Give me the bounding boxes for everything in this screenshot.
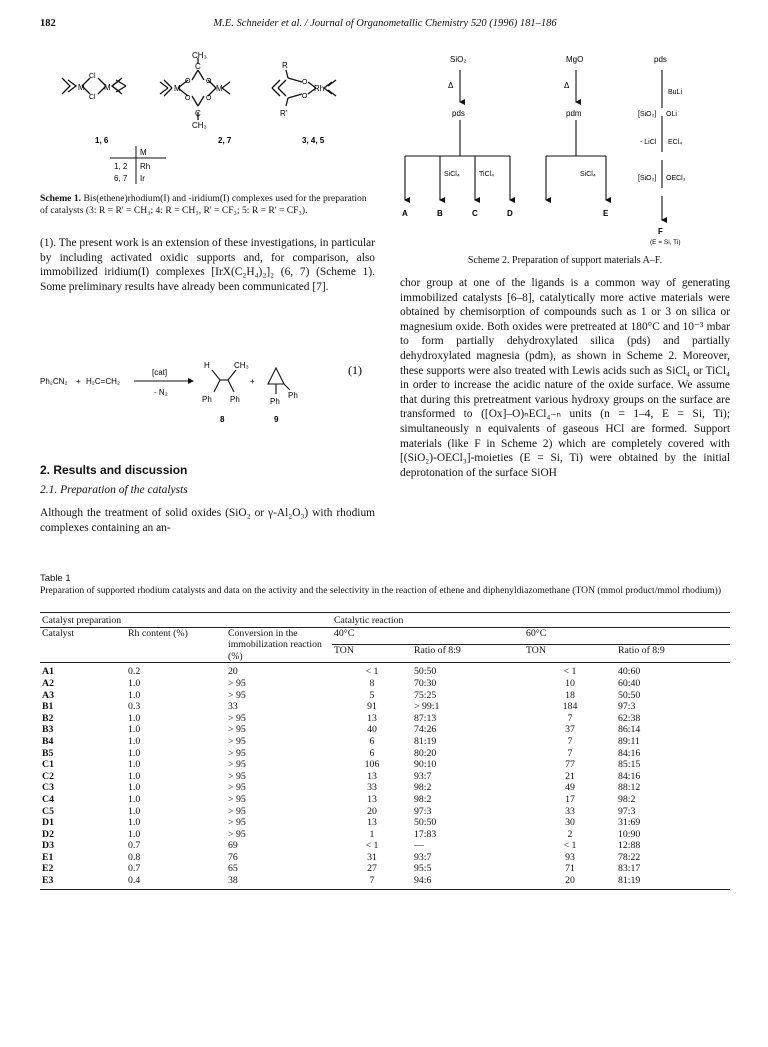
table-cell-r60: 88:12 bbox=[618, 782, 641, 794]
eq-ph-2: Ph bbox=[230, 395, 240, 404]
table-cell-ton60: 30 bbox=[565, 817, 575, 829]
table-cell-rh: 0.4 bbox=[126, 875, 226, 889]
col-header-catalyst: Catalyst bbox=[40, 627, 126, 663]
table-cell-rh: 1.0 bbox=[128, 793, 141, 805]
s2-sio2-oli: [SiO₂] bbox=[638, 111, 657, 118]
svg-text:M: M bbox=[174, 84, 181, 93]
table-cell-ton60: 21 bbox=[565, 770, 575, 782]
s2-e-note: (E = Si, Ti) bbox=[650, 239, 681, 246]
table-cell-cat: A2 bbox=[42, 677, 54, 689]
eq-reactant-2: H₂C=CH₂ bbox=[86, 377, 120, 386]
eq-reactant-1: Ph₂CN₂ bbox=[40, 377, 68, 386]
s1-rh: Rh bbox=[314, 84, 325, 93]
col-header-60c: 60°C bbox=[524, 627, 730, 645]
table-cell-r40: 80:20 bbox=[414, 747, 437, 759]
table-cell-conv: > 95 bbox=[228, 724, 246, 736]
table-cell-rh: 0.3 bbox=[128, 701, 141, 713]
s2-letter-f: F bbox=[658, 227, 663, 236]
s1-rprime: R' bbox=[280, 109, 288, 118]
table-row bbox=[40, 863, 730, 875]
eq-cat: [cat] bbox=[152, 368, 168, 377]
table-cell-ton40: 27 bbox=[367, 863, 377, 875]
table-cell-ton40: 13 bbox=[367, 817, 377, 829]
s2-pds: pds bbox=[452, 109, 465, 118]
table-cell-ton60: 2 bbox=[567, 828, 573, 840]
table-cell-r40: 70:30 bbox=[414, 677, 437, 689]
table-cell-rh: 1.0 bbox=[128, 677, 141, 689]
svg-text:Cl: Cl bbox=[89, 73, 96, 80]
table-row bbox=[40, 782, 730, 794]
s1-m-right: M bbox=[104, 83, 111, 92]
table-cell-r40: 97:3 bbox=[414, 805, 432, 817]
table-cell-rh: 1.0 bbox=[128, 689, 141, 701]
key-row1-metal: Rh bbox=[140, 162, 151, 171]
table-row bbox=[40, 701, 730, 713]
table-cell-cat: D1 bbox=[42, 817, 54, 829]
table-cell-ton40: 40 bbox=[367, 724, 377, 736]
table-cell-r40: 75:25 bbox=[414, 689, 437, 701]
table-cell-conv: 76 bbox=[228, 851, 238, 863]
table-cell-cat: C1 bbox=[42, 759, 54, 771]
table-cell-cat: B2 bbox=[42, 712, 54, 724]
table-cell-conv: > 95 bbox=[228, 770, 246, 782]
table-row bbox=[40, 724, 730, 736]
table-cell-ton40: 6 bbox=[369, 747, 375, 759]
table-cell-r60: 89:11 bbox=[618, 735, 640, 747]
table-cell-cat: D3 bbox=[42, 840, 54, 852]
svg-text:Cl: Cl bbox=[89, 94, 96, 101]
table-cell-rh: 1.0 bbox=[128, 759, 141, 771]
svg-text:O: O bbox=[185, 78, 191, 85]
table-cell-ton60: 18 bbox=[565, 689, 575, 701]
s2-pdm: pdm bbox=[566, 109, 582, 118]
s2-letter-c: C bbox=[472, 209, 478, 218]
table-cell-ton40: 106 bbox=[364, 759, 380, 771]
table-cell-rh: 1.0 bbox=[128, 805, 141, 817]
table-cell-rh: 1.0 bbox=[128, 828, 141, 840]
s2-oli: OLi bbox=[666, 111, 677, 118]
table-row bbox=[40, 829, 730, 841]
table-cell-conv: > 95 bbox=[228, 828, 246, 840]
table-row bbox=[40, 759, 730, 771]
table-cell-r60: 31:69 bbox=[618, 817, 641, 829]
table-cell-conv: 38 bbox=[226, 875, 332, 889]
table-cell-conv: > 95 bbox=[228, 689, 246, 701]
table-cell-r60: 60:40 bbox=[618, 677, 641, 689]
s2-sicl4-a: SiCl₄ bbox=[444, 171, 460, 178]
s2-pds-top: pds bbox=[654, 55, 667, 64]
table-cell-conv: 33 bbox=[228, 701, 238, 713]
table-cell-conv: > 95 bbox=[228, 782, 246, 794]
s2-sio2-oecl: [SiO₂] bbox=[638, 175, 657, 182]
table-cell-ton40: 6 bbox=[369, 735, 375, 747]
group-header-prep: Catalyst preparation bbox=[40, 613, 332, 628]
eq-ph-3: Ph bbox=[288, 391, 298, 400]
s2-oecl3: OECl₃ bbox=[666, 175, 686, 182]
table-cell-r60: 85:15 bbox=[618, 759, 641, 771]
s1-c-top: C bbox=[195, 62, 201, 71]
eq-product-8: 8 bbox=[220, 415, 225, 424]
table-cell-cat: B1 bbox=[42, 701, 54, 713]
catalyst-paragraph-start: Although the treatment of solid oxides (SiO₂ or γ-Al₂O₃) with rhodium complexes containing an an- bbox=[40, 507, 375, 534]
table-cell-rh: 0.7 bbox=[128, 840, 141, 852]
table-cell-rh: 1.0 bbox=[128, 712, 141, 724]
s2-letter-d: D bbox=[507, 209, 513, 218]
table-cell-cat: A3 bbox=[42, 689, 54, 701]
table-cell-r40: 81:19 bbox=[414, 735, 437, 747]
table-row bbox=[40, 817, 730, 829]
table-cell-conv: > 95 bbox=[228, 747, 246, 759]
col-header-ton-60: TON bbox=[524, 645, 616, 663]
section-heading: 2. Results and discussion bbox=[40, 463, 188, 477]
table-row bbox=[40, 713, 730, 725]
table-cell-ton60: 71 bbox=[565, 863, 575, 875]
s2-licl: - LiCl bbox=[640, 139, 657, 146]
table-cell-cat: B3 bbox=[42, 724, 54, 736]
table-cell-ton60: 7 bbox=[567, 712, 573, 724]
table-cell-cat: C3 bbox=[42, 782, 54, 794]
table-cell-ton40: 13 bbox=[367, 793, 377, 805]
label-2-7: 2, 7 bbox=[218, 136, 232, 145]
eq-number: (1) bbox=[348, 363, 362, 377]
s1-c-bot: C bbox=[195, 109, 201, 118]
table-cell-conv: 20 bbox=[228, 666, 238, 678]
col-header-ratio-40: Ratio of 8:9 bbox=[412, 645, 524, 663]
table-cell-r60: 12:88 bbox=[618, 840, 641, 852]
label-3-4-5: 3, 4, 5 bbox=[302, 136, 325, 145]
intro-paragraph: (1). The present work is an extension of these investigations, in particular by including activated oxidic supports and, for comparison, also immobilized iridium(I) complexes [IrX(C₂H₄)₂]₂ (6, 7) (Scheme 1). Some preliminary results have already been communicated [7]. bbox=[40, 237, 375, 293]
page-number: 182 bbox=[40, 18, 56, 29]
table-cell-ton60: < 1 bbox=[563, 666, 577, 678]
eq-n2: - N₂ bbox=[154, 388, 168, 397]
table-row bbox=[40, 690, 730, 702]
table-cell-ton40: 1 bbox=[369, 828, 375, 840]
scheme-2-drawing bbox=[400, 48, 730, 248]
table-cell-r40: — bbox=[414, 840, 424, 852]
table-1-caption bbox=[40, 573, 730, 597]
table-cell-ton40: 31 bbox=[367, 851, 377, 863]
table-cell-conv: > 95 bbox=[228, 793, 246, 805]
table-cell-ton40: 5 bbox=[369, 689, 375, 701]
table-cell-r60: 83:17 bbox=[618, 863, 641, 875]
table-cell-conv: > 95 bbox=[228, 805, 246, 817]
svg-text:O: O bbox=[302, 93, 308, 100]
table-cell-r40: 90:10 bbox=[414, 759, 437, 771]
s2-buli: BuLi bbox=[668, 89, 683, 96]
table-cell-ton60: < 1 bbox=[563, 840, 577, 852]
scheme-1-caption-text: Bis(ethene)rhodium(I) and -iridium(I) complexes used for the preparation of catalysts (3: R = R' = CH₃; 4: R = CH₃, R' = CF₃; 5: R = R' = CF₃). bbox=[40, 193, 367, 216]
table-cell-r40: 87:13 bbox=[414, 712, 437, 724]
table-cell-cat: E2 bbox=[42, 863, 54, 875]
table-cell-cat: A1 bbox=[42, 666, 54, 678]
svg-text:O: O bbox=[185, 95, 191, 102]
eq-plus-2: + bbox=[250, 377, 255, 386]
table-cell-conv: 65 bbox=[228, 863, 238, 875]
s2-letter-e: E bbox=[603, 209, 609, 218]
table-cell-r60: 98:2 bbox=[618, 793, 636, 805]
svg-text:O: O bbox=[206, 95, 212, 102]
table-cell-r60: 81:19 bbox=[616, 875, 730, 889]
table-cell-ton40: 13 bbox=[367, 770, 377, 782]
table-cell-ton60: 93 bbox=[565, 851, 575, 863]
table-cell-cat: B5 bbox=[42, 747, 54, 759]
table-cell-ton60: 7 bbox=[567, 735, 573, 747]
group-header-reaction: Catalytic reaction bbox=[332, 613, 730, 628]
table-cell-r60: 84:16 bbox=[618, 770, 641, 782]
table-cell-ton60: 10 bbox=[565, 677, 575, 689]
table-cell-ton60: 49 bbox=[565, 782, 575, 794]
scheme-1-structures bbox=[40, 48, 380, 188]
table-cell-ton40: 33 bbox=[367, 782, 377, 794]
table-cell-rh: 1.0 bbox=[128, 817, 141, 829]
table-cell-ton40: 13 bbox=[367, 712, 377, 724]
table-cell-ton60: 184 bbox=[562, 701, 578, 713]
svg-text:O: O bbox=[302, 79, 308, 86]
table-cell-r40: 50:50 bbox=[414, 817, 437, 829]
eq-product-9: 9 bbox=[274, 415, 279, 424]
table-cell-r40: 93:7 bbox=[414, 851, 432, 863]
scheme-2-caption: Scheme 2. Preparation of support materials A–F. bbox=[467, 255, 663, 266]
running-header bbox=[40, 18, 730, 36]
table-cell-r60: 62:38 bbox=[618, 712, 641, 724]
s2-ticl4: TiCl₄ bbox=[479, 171, 495, 178]
table-cell-ton40: 8 bbox=[369, 677, 375, 689]
equation-1-drawing bbox=[40, 340, 375, 450]
scheme-2-diagram bbox=[400, 48, 730, 248]
table-cell-rh: 0.7 bbox=[128, 863, 141, 875]
s1-r: R bbox=[282, 61, 288, 70]
table-cell-r60: 97:3 bbox=[618, 701, 636, 713]
table-cell-rh: 1.0 bbox=[128, 782, 141, 794]
table-row bbox=[40, 840, 730, 852]
eq-ph-4: Ph bbox=[270, 397, 280, 406]
table-cell-rh: 1.0 bbox=[128, 724, 141, 736]
table-cell-ton60: 33 bbox=[565, 805, 575, 817]
right-column-paragraph: chor group at one of the ligands is a common way of generating immobilized catalysts [6–8], catalytically more active materials were obtained by chemisorption of compounds such as 1 or 3 on silica or magnesium oxide. Both oxides were pretreated at 180°C and 10⁻³ mbar to form partially dehydroxylated silica (pds) and partially dehydroxylated magnesia (pdm), as shown in Scheme 2. Moreover, these supports were also treated with Lewis acids such as SiCl₄ or TiCl₄ in order to increase the acidic nature of the oxide surface. We assume that during this pretreatment various hydroxy groups on the surface are transformed to ([Ox]–O)ₙECl₄₋ₙ units (n = 1–4, E = Si, Ti); simultaneously n equivalents of gaseous HCl are formed. Support materials (like F in Scheme 2) which are completely covered with [(SiO₂)-OECl₃]-moieties (E = Si, Ti) were obtained by the initial deprotonation of the surface SiOH bbox=[400, 277, 730, 479]
table-cell-rh: 0.8 bbox=[128, 851, 141, 863]
table-cell-rh: 1.0 bbox=[128, 747, 141, 759]
table-cell-r40: > 99:1 bbox=[414, 701, 440, 713]
col-header-40c: 40°C bbox=[332, 627, 524, 645]
table-cell-conv: > 95 bbox=[228, 735, 246, 747]
svg-text:M: M bbox=[216, 84, 223, 93]
table-cell-r60: 86:14 bbox=[618, 724, 641, 736]
scheme-1-drawing bbox=[40, 48, 380, 188]
table-1-body bbox=[40, 663, 730, 889]
table-cell-conv: > 95 bbox=[228, 817, 246, 829]
table-cell-cat: E1 bbox=[42, 851, 54, 863]
table-cell-r40: 98:2 bbox=[414, 793, 432, 805]
subsection-heading: 2.1. Preparation of the catalysts bbox=[40, 484, 188, 496]
table-cell-r40: 17:83 bbox=[414, 828, 437, 840]
table-cell-cat: C4 bbox=[42, 793, 54, 805]
eq-ph-1: Ph bbox=[202, 395, 212, 404]
key-row2-metal: Ir bbox=[140, 174, 145, 183]
col-header-conversion: Conversion in the immobilization reaction (%) bbox=[226, 627, 332, 663]
label-1-6: 1, 6 bbox=[95, 136, 109, 145]
table-1-label: Table 1 bbox=[40, 573, 71, 584]
s2-sio2: SiO₂ bbox=[450, 55, 467, 64]
table-row bbox=[40, 875, 730, 889]
table-cell-r40: 94:6 bbox=[412, 875, 524, 889]
key-head: M bbox=[140, 148, 147, 157]
col-header-ton-40: TON bbox=[332, 645, 412, 663]
table-cell-r40: 50:50 bbox=[414, 666, 437, 678]
eq-plus-1: + bbox=[76, 377, 81, 386]
table-cell-cat: D2 bbox=[42, 828, 54, 840]
table-cell-cat: B4 bbox=[42, 735, 54, 747]
table-cell-r40: 74:26 bbox=[414, 724, 437, 736]
table-row bbox=[40, 794, 730, 806]
table-cell-ton40: 20 bbox=[367, 805, 377, 817]
scheme-1-caption bbox=[40, 193, 375, 217]
table-cell-r60: 10:90 bbox=[618, 828, 641, 840]
table-cell-ton40: 7 bbox=[332, 875, 412, 889]
table-cell-ton60: 17 bbox=[565, 793, 575, 805]
table-row bbox=[40, 748, 730, 760]
svg-text:O: O bbox=[206, 78, 212, 85]
s1-ch3-bot: CH₃ bbox=[192, 121, 207, 130]
s2-delta-2: Δ bbox=[564, 81, 570, 90]
table-cell-ton60: 7 bbox=[567, 747, 573, 759]
table-cell-cat: E3 bbox=[40, 875, 126, 889]
table-cell-r60: 84:16 bbox=[618, 747, 641, 759]
key-row1-ids: 1, 2 bbox=[114, 162, 128, 171]
s2-letter-a: A bbox=[402, 209, 408, 218]
col-header-ratio-60: Ratio of 8:9 bbox=[616, 645, 730, 663]
table-cell-r60: 78:22 bbox=[618, 851, 641, 863]
table-cell-r60: 97:3 bbox=[618, 805, 636, 817]
table-row bbox=[40, 663, 730, 678]
table-cell-r40: 95:5 bbox=[414, 863, 432, 875]
s2-sicl4-b: SiCl₄ bbox=[580, 171, 596, 178]
s2-letter-b: B bbox=[437, 209, 443, 218]
table-cell-ton40: < 1 bbox=[365, 840, 379, 852]
table-cell-ton60: 77 bbox=[565, 759, 575, 771]
table-cell-r40: 93:7 bbox=[414, 770, 432, 782]
table-row bbox=[40, 806, 730, 818]
table-cell-conv: > 95 bbox=[228, 677, 246, 689]
equation-1 bbox=[40, 340, 375, 450]
journal-title: M.E. Schneider et al. / Journal of Organometallic Chemistry 520 (1996) 181–186 bbox=[213, 18, 557, 29]
table-row bbox=[40, 852, 730, 864]
table-cell-r40: 98:2 bbox=[414, 782, 432, 794]
table-1 bbox=[40, 612, 730, 890]
scheme-1-caption-title: Scheme 1. bbox=[40, 193, 82, 204]
table-cell-ton40: 91 bbox=[367, 701, 377, 713]
table-cell-conv: > 95 bbox=[228, 759, 246, 771]
table-row bbox=[40, 736, 730, 748]
table-cell-ton60: 20 bbox=[524, 875, 616, 889]
table-cell-r60: 40:60 bbox=[618, 666, 641, 678]
s1-ch3-top: CH₃ bbox=[192, 51, 207, 60]
table-cell-conv: > 95 bbox=[228, 712, 246, 724]
table-row bbox=[40, 771, 730, 783]
table-cell-cat: C2 bbox=[42, 770, 54, 782]
table-cell-rh: 0.2 bbox=[128, 666, 141, 678]
eq-ch3: CH₃ bbox=[234, 361, 249, 370]
s2-ecl4: ECl₄ bbox=[668, 139, 683, 146]
s1-m-left: M bbox=[78, 83, 85, 92]
table-cell-ton40: < 1 bbox=[365, 666, 379, 678]
key-row2-ids: 6, 7 bbox=[114, 174, 128, 183]
table-row bbox=[40, 678, 730, 690]
table-cell-rh: 1.0 bbox=[128, 735, 141, 747]
table-cell-r60: 50:50 bbox=[618, 689, 641, 701]
table-cell-rh: 1.0 bbox=[128, 770, 141, 782]
s2-delta-1: Δ bbox=[448, 81, 454, 90]
col-header-rh-content: Rh content (%) bbox=[126, 627, 226, 663]
table-cell-ton60: 37 bbox=[565, 724, 575, 736]
table-cell-cat: C5 bbox=[42, 805, 54, 817]
s2-mgo: MgO bbox=[566, 55, 584, 64]
eq-h: H bbox=[204, 361, 210, 370]
table-cell-conv: 69 bbox=[228, 840, 238, 852]
table-1-caption-text: Preparation of supported rhodium catalysts and data on the activity and the selectivity in the reaction of ethene and diphenyldiazomethane (TON (mmol product/mmol rhodium)) bbox=[40, 585, 722, 596]
